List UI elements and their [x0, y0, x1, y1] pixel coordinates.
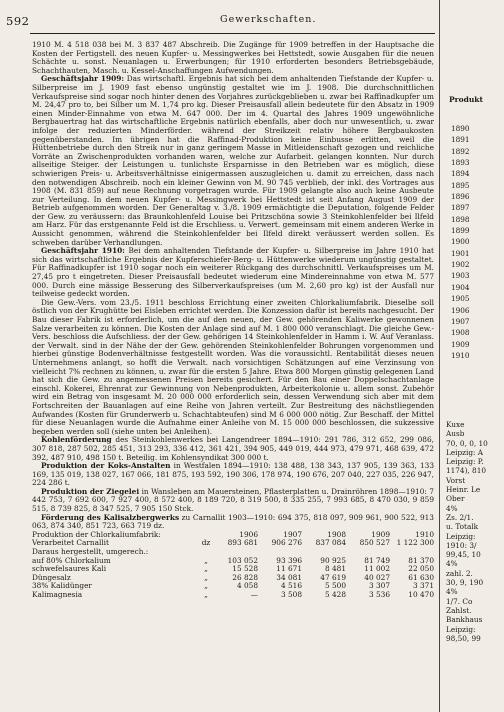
row-value: 40 027 — [364, 572, 390, 582]
right-note: 1910: 3/ — [446, 540, 477, 550]
right-note: Heinr. Le — [446, 485, 481, 495]
paragraph-lead: Produktion der Ziegelei — [41, 486, 140, 496]
right-year: 1897 — [451, 203, 470, 213]
right-year: 1891 — [451, 135, 470, 145]
paragraph: Kohlenförderung des Steinkohlenwerkes bei Langendreer 1894—1910: 291 786, 312 652, 299 086, 307 818, 287 502, 285 451, 313 293, 336 412, 361 421, 394 905, 449 019, 444 973, 479 971, 468 639, 472 392, 487 910, 498 150 t. Beteilig. im Kohlensyndikat 300 000 t. — [32, 435, 434, 462]
paragraph: Produktion der Koks-Anstalten in Westfalen 1894—1910: 138 488, 138 343, 137 905, 139 363, 133 169, 135 019, 138 027, 167 066, 181 875, 193 592, 190 306, 178 974, 190 676, 207 040, 227 035, 226 947, 224 286 t. — [32, 461, 434, 488]
row-value: 3 536 — [368, 590, 390, 599]
paragraph-lead: Kohlenförderung — [41, 435, 112, 445]
right-note: 70, 0, 0, 10 — [446, 438, 488, 448]
paragraph: Geschäftsjahr 1909: Das wirtschaftl. Ergebnis hat sich bei dem anhaltenden Tiefstande der Kupfer- u. Silberpreise im J. 1909 fast ebenso ungünstig gestaltet wie im J. 1908. Die durchschnittlichen Verkaufspreise sind sogar noch hinter denen des Vorjahres zurückgeblieben u. zwar bei Raffinadkupfer um M. 24,47 pro to, bei Silber um M. 1,74 pro kg. Dieser Preisausfall allein bedeutete für den Absatz in 1909 einen Minder-Einnahme von etwa M. 647 000. Der im 4. Quartal des Jahres 1909 ungewöhnliche Bergbauertrag hat das wirtschaftliche Ergebnis natürlich ebenfalls, aber doch nur unwesentlich, u. zwar infolge der reduzierten Minderförder. während der Streikzeit relativ höhere Bergbaukosten gegenüberstanden. Im übrigen hat die Raffinad-Produktion keine Einbusse erlitten, weil die Hüttenbetriebe durch den Streik nur in ganz geringem Masse in Mitleidenschaft gezogen und reichliche Vorräte an Zwischenprodukten vorhanden waren, welche zur Aufarbeit. gelangen konnten. Nur durch allseitige Steiger. der Leistungen u. tunlichste Ersparnisse in den Betrieben war es möglich, diese schwierigen Preis- u. Arbeitsverhältnisse einigermassen auszugleichen u. damit zu erreichen, dass nach den notwendigen Abschreib. noch ein kleiner Gewinn von M. 90 745 verblieb, der inkl. des Vortrages aus 1908 (M. 831 859) auf neue Rechnung vorgetragen wurde. Für 1909 gelangte also auch keine Ausbeute zur Verteilung. In dem neuen Kupfer- u. Messingwerk bei Hettstedt ist seit Anfang August 1909 der Betrieb aufgenommen worden. Der Generaltag v. 3./8. 1909 ermächtigte die Deputation, folgende Felder der Gew. zu veräussern: das Braunkohlenfeld Louise bei Pritzschöna sowie 3 Steinkohlenfelder bei Ilfeld am Harz. Für das erstgenannte Feld ist die Erschliess. u. Verwert. gemeinsam mit einem anderen Werke in Aussicht genommen, während die Steinkohlenfelder bei Ilfeld direkt veräussert werden sollen. Es schweben darüber Verhandlungen. — [32, 74, 434, 247]
right-year: 1903 — [451, 271, 470, 281]
paragraph: 1910 M. 4 518 038 bei M. 3 837 487 Abschreib. Die Zugänge für 1909 betreffen in der Hauptsache die Kosten der Fertigstell. des neuen Kupfer- u. Messingwerkes bei Hettstedt, sowie Ausgaben für die neuen Schächte u. sonst. Neuanlagen u. Erwerbungen; für 1910 erforderten besonders Betriebsgebäude, Schachthauten, Masch. u. Kessel-Anschaffungen Aufwendungen. — [32, 40, 434, 75]
row-unit: dz — [201, 538, 211, 548]
row-value: 22 050 — [408, 564, 434, 574]
right-note: Zs. 2/1. — [446, 512, 474, 522]
main-column — [32, 41, 434, 600]
row-value: 15 528 — [232, 564, 258, 574]
paragraph: Produktion der Ziegelei in Wansleben am Mauersteinen, Pflasterplatten u. Drainröhren 1898—1910: 7 442 753, 7 692 600, 7 927 400, 8 572 400, 8 189 720, 8 319 500, 8 335 255, 7 993 685, 8 470 030, 9 859 515, 8 739 825, 8 347 525, 7 905 150 Stck. — [32, 486, 434, 514]
right-note: 98,50, 99 — [446, 633, 481, 643]
right-note: Leipzig: — [446, 624, 476, 634]
year-header: 1910 — [415, 529, 434, 539]
row-label: auf 80% Chlorkalium — [32, 555, 111, 565]
row-value: 47 619 — [320, 572, 346, 582]
chlorkalium-table — [32, 531, 434, 600]
row-unit: „ — [204, 564, 208, 574]
right-note: Kuxe — [446, 420, 465, 429]
right-year: 1907 — [451, 316, 470, 326]
right-year: 1901 — [451, 248, 470, 258]
row-value: 906 276 — [271, 538, 302, 548]
right-year: 1893 — [451, 158, 470, 168]
row-label: schwefelsaures Kali — [32, 564, 107, 574]
right-year: 1890 — [451, 124, 470, 133]
row-value: 4 516 — [280, 581, 302, 591]
table-row — [32, 591, 434, 600]
adjacent-column-fragment — [441, 0, 504, 712]
table-caption: Produktion der Chlorkaliumfabrik: — [32, 529, 161, 539]
year-header: 1909 — [371, 529, 390, 539]
row-value: 5 500 — [324, 581, 346, 591]
row-value: 3 307 — [368, 581, 390, 591]
right-year: 1899 — [451, 226, 470, 236]
row-label: Kalimagnesia — [32, 590, 83, 599]
row-value: 61 630 — [408, 572, 434, 582]
page-number: 592 — [6, 14, 30, 28]
right-note: 4% — [446, 587, 458, 597]
right-note: zahl. 2. — [446, 568, 473, 578]
row-value: 26 828 — [232, 572, 258, 582]
right-note: Zahlst. — [446, 605, 472, 615]
right-note: Leipzig: P. — [446, 457, 484, 467]
right-note: 99,45, 10 — [446, 550, 481, 560]
right-note: Leipzig: A — [446, 447, 484, 457]
row-label: Verarbeitet Carnallit — [32, 538, 109, 548]
right-note: u. Totalk — [446, 522, 479, 532]
row-value: 3 371 — [412, 581, 434, 591]
row-unit: „ — [204, 590, 208, 599]
running-title: Gewerkschaften. — [220, 14, 317, 25]
row-value: — — [250, 590, 258, 599]
row-unit: „ — [204, 581, 208, 591]
paragraph: Die Gew.-Vers. vom 23./5. 1911 beschloss Errichtung einer zweiten Chlorkaliumfabrik. Dieselbe soll östlich von der Krughütte bei Eisleben errichtet werden. Die Konzession dafür ist bereits nachgesucht. Der Bau dieser Fabrik ist erforderlich, um die auf den neuen, der Gew. gehörenden Kaliwerke gewonnenen Salze verarbeiten zu können. Die Kosten der Anlage sind auf M. 1 800 000 veranschlagt. Die gleiche Gew.-Vers. beschloss die Aufschliess. der der Gew. gehörigen 14 Steinkohlenfelder in Hamm i. W. Auf Veranlass. der Verwalt. sind in der Nähe der der Gew. gehörenden Steinkohlenfelder Bohrungen vorgenommen und hierbei günstige Bodenverhältnisse festgestellt worden. Was die voraussichtl. Rentabilität dieses neuen Unternehmens anlangt, so hofft die Verwalt. nach vorsichtigen Schätzungen auf eine Verzinsung von vielleicht 7% rechnen zu können, u. zwar für die ersten 5 Jahre. Etwa 800 Morgen günstig gelegenen Land hat sich die Gew. zu angemessenen Preisen bereits gesichert. Für den Bau einer Doppelschachtanlage einschl. Kokerei, Ehrenrat zur Gewinnung von Nebenprodukten, Arbeiterkolonie u. allem sonst. Zubehör wird ein Betrag von insgesamt M. 20 000 000 erforderlich sein, dessen Verwendung sich aber mit dem Fortschreiten der Bauanlagen auf eine Reihe von Jahren verteilt. Zur Bestreitung des nächstliegenden Aufwandes (Kosten für Grunderwerb u. Schachtabteufen) sind M 6 000 000 nötig. Zur Beschaff. der Mittel für diese Neuanlagen wurde die Aufnahme einer Anleihe von M. 15 000 000 beschlossen, die sukzessive begeben werden soll (siehe unten bei Anleihen). — [32, 297, 434, 436]
year-header: 1906 — [239, 529, 258, 539]
right-note: Leipzig: — [446, 531, 476, 541]
row-value: 11 002 — [364, 564, 390, 574]
right-notes — [446, 420, 504, 643]
right-year: 1904 — [451, 282, 470, 292]
right-year: 1892 — [451, 146, 470, 156]
right-year: 1900 — [451, 237, 470, 247]
paragraph-lead: Geschäftsjahr 1910: — [41, 246, 125, 256]
right-year: 1902 — [451, 260, 470, 270]
right-note: 30, 9, 190 — [446, 578, 484, 588]
year-header: 1908 — [327, 529, 346, 539]
row-unit: „ — [204, 555, 208, 565]
right-year: 1908 — [451, 328, 470, 338]
row-value: 1 122 300 — [396, 538, 434, 548]
right-column-heading: Produkt — [449, 95, 483, 104]
row-value: 5 428 — [324, 590, 346, 599]
right-year: 1910 — [451, 350, 470, 360]
right-note: 4% — [446, 503, 458, 513]
row-label: 38% Kalidünger — [32, 581, 92, 591]
row-value: 4 058 — [236, 581, 258, 591]
right-year-list — [451, 124, 470, 362]
right-year: 1894 — [451, 169, 470, 179]
right-year: 1905 — [451, 294, 470, 304]
right-year: 1906 — [451, 305, 470, 315]
row-value: 893 681 — [227, 538, 258, 548]
right-note: Ober — [446, 494, 465, 504]
row-value: 81 749 — [364, 555, 390, 565]
row-value: 81 370 — [408, 555, 434, 565]
row-value: 34 081 — [276, 572, 302, 582]
right-note: 1/7. Co — [446, 596, 473, 606]
year-header: 1907 — [283, 529, 302, 539]
row-value: 837 084 — [315, 538, 346, 548]
row-value: 8 481 — [324, 564, 346, 574]
row-unit: „ — [204, 572, 208, 582]
header-rule — [30, 33, 435, 34]
row-value: 93 396 — [276, 555, 302, 565]
row-value: 90 925 — [320, 555, 346, 565]
column-separator — [439, 0, 440, 712]
right-note: 1174), 810 — [446, 466, 486, 476]
row-value: 11 671 — [276, 564, 302, 574]
paragraph-lead: Produktion der Koks-Anstalten — [41, 461, 171, 471]
paragraph: Geschäftsjahr 1910: Bei dem anhaltenden Tiefstande der Kupfer- u. Silberpreise im Jahre 1910 hat sich das wirtschaftliche Ergebnis der Kupferschiefer-Berg- u. Hüttenwerke wiederum ungünstig gestaltet. Für Raffinadkupfer ist 1910 sogar noch ein weiterer Rückgang des durchschnittl. Verkaufspreises um M. 27,45 pro t eingetreten. Dieser Preisausfall bedeutet wiederum eine Mindereinnahme von etwa M. 577 000. Durch eine mässige Besserung des Silberverkaufspreises (um M. 2,60 pro kg) ist der Ausfall nur teilweise gedeckt worden. — [32, 246, 434, 299]
row-value: 850 527 — [359, 538, 390, 548]
right-year: 1896 — [451, 192, 470, 202]
row-value: 3 508 — [280, 590, 302, 599]
right-note: Vorst — [446, 475, 466, 485]
right-year: 1909 — [451, 339, 470, 349]
row-label: Düngesalz — [32, 572, 71, 582]
row-value: 10 470 — [408, 590, 434, 599]
paragraph: Förderung des Kalisalzbergwerks zu Carnallit 1903—1910: 694 375, 818 097, 909 961, 900 522, 913 063, 874 340, 851 723, 663 719 dz. — [32, 512, 434, 531]
paragraph-lead: Geschäftsjahr 1909: — [41, 74, 125, 84]
right-year: 1895 — [451, 180, 470, 190]
right-year: 1898 — [451, 214, 470, 224]
paragraph-lead: Förderung des Kalisalzbergwerks — [41, 512, 180, 522]
row-value: 103 052 — [227, 555, 258, 565]
right-note: 4% — [446, 559, 458, 569]
right-note: Bankhaus — [446, 615, 483, 625]
right-note: Ausb — [446, 429, 465, 439]
row-label: Daraus hergestellt, umgerech.: — [32, 547, 149, 557]
